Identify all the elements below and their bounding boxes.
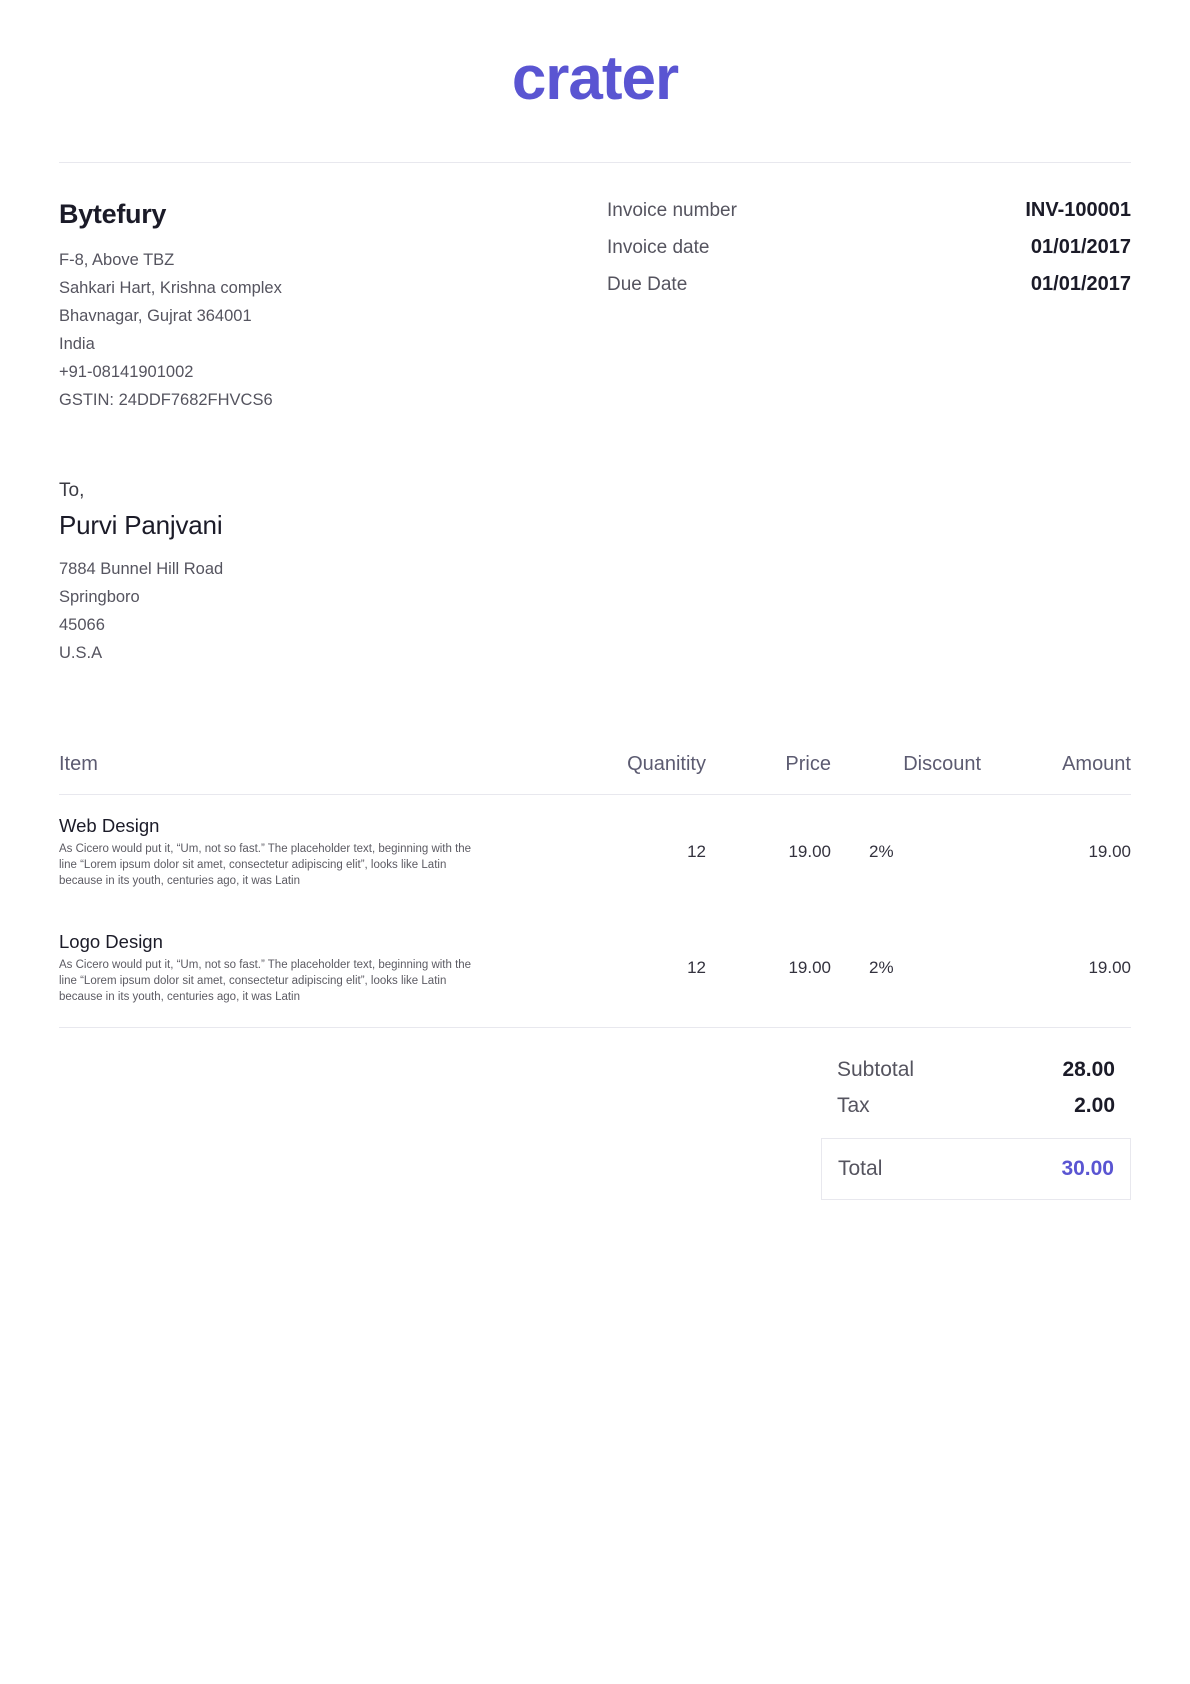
due-date-label: Due Date — [607, 274, 688, 295]
company-block — [59, 199, 599, 414]
line-item-discount: 2% — [869, 958, 894, 977]
column-header-quantity: Quanitity — [586, 753, 706, 795]
subtotal-row — [821, 1052, 1131, 1088]
grand-total-row — [821, 1138, 1131, 1200]
line-item-cell — [59, 795, 586, 912]
table-header-row — [59, 753, 1131, 795]
company-gstin: GSTIN: 24DDF7682FHVCS6 — [59, 391, 273, 409]
company-address-line: India — [59, 335, 95, 353]
line-item-quantity: 12 — [687, 842, 706, 861]
bill-to-address-line: 45066 — [59, 616, 105, 634]
due-date-row — [607, 273, 1131, 296]
bill-to-block — [0, 414, 1190, 667]
tax-row — [821, 1088, 1131, 1124]
invoice-date-label: Invoice date — [607, 237, 710, 258]
bill-to-name: Purvi Panjvani — [59, 510, 223, 540]
due-date-value: 01/01/2017 — [1030, 273, 1131, 295]
invoice-number-value: INV-100001 — [1025, 199, 1131, 221]
invoice-header — [0, 163, 1190, 414]
company-address-line: F-8, Above TBZ — [59, 251, 175, 269]
invoice-meta-block — [599, 199, 1131, 414]
bill-to-address-line: Springboro — [59, 588, 140, 606]
line-item-discount: 2% — [869, 842, 894, 861]
column-header-discount: Discount — [831, 753, 981, 795]
bill-to-address-line: U.S.A — [59, 644, 103, 662]
line-item-amount: 19.00 — [1088, 958, 1131, 977]
line-item-price: 19.00 — [788, 958, 831, 977]
line-items-table — [0, 667, 1190, 1027]
tax-label: Tax — [837, 1094, 870, 1117]
crater-logo-text: crater — [511, 44, 679, 113]
column-header-amount: Amount — [981, 753, 1131, 795]
company-name: Bytefury — [59, 199, 167, 229]
table-row — [59, 911, 1131, 1027]
line-item-price: 19.00 — [788, 842, 831, 861]
line-item-name: Logo Design — [59, 931, 163, 952]
line-item-name: Web Design — [59, 815, 160, 836]
tax-value: 2.00 — [1074, 1094, 1115, 1117]
subtotal-value: 28.00 — [1062, 1058, 1115, 1081]
invoice-number-row — [607, 199, 1131, 222]
invoice-number-label: Invoice number — [607, 200, 737, 221]
table-row — [59, 795, 1131, 912]
company-address-line: Bhavnagar, Gujrat 364001 — [59, 307, 252, 325]
invoice-date-row — [607, 236, 1131, 259]
bill-to-address-line: 7884 Bunnel Hill Road — [59, 560, 224, 578]
grand-total-label: Total — [838, 1157, 883, 1180]
column-header-item: Item — [59, 753, 586, 795]
line-item-cell — [59, 911, 586, 1027]
totals-block — [0, 1028, 1190, 1200]
company-address-line: Sahkari Hart, Krishna complex — [59, 279, 282, 297]
line-item-description: As Cicero would put it, “Um, not so fast.” The placeholder text, beginning with the line “Lorem ipsum dolor sit amet, consectetur adipiscing elit”, looks like Latin because in its youth, centuries ago, it was Latin — [59, 959, 472, 1003]
line-item-description: As Cicero would put it, “Um, not so fast.” The placeholder text, beginning with the line “Lorem ipsum dolor sit amet, consectetur adipiscing elit”, looks like Latin because in its youth, centuries ago, it was Latin — [59, 843, 472, 887]
column-header-price: Price — [706, 753, 831, 795]
subtotal-label: Subtotal — [837, 1058, 915, 1081]
line-item-amount: 19.00 — [1088, 842, 1131, 861]
brand-logo — [0, 0, 1190, 113]
line-item-quantity: 12 — [687, 958, 706, 977]
invoice-date-value: 01/01/2017 — [1030, 236, 1131, 258]
grand-total-value: 30.00 — [1061, 1157, 1114, 1180]
bill-to-label: To, — [59, 480, 85, 501]
company-phone: +91-08141901002 — [59, 363, 194, 381]
